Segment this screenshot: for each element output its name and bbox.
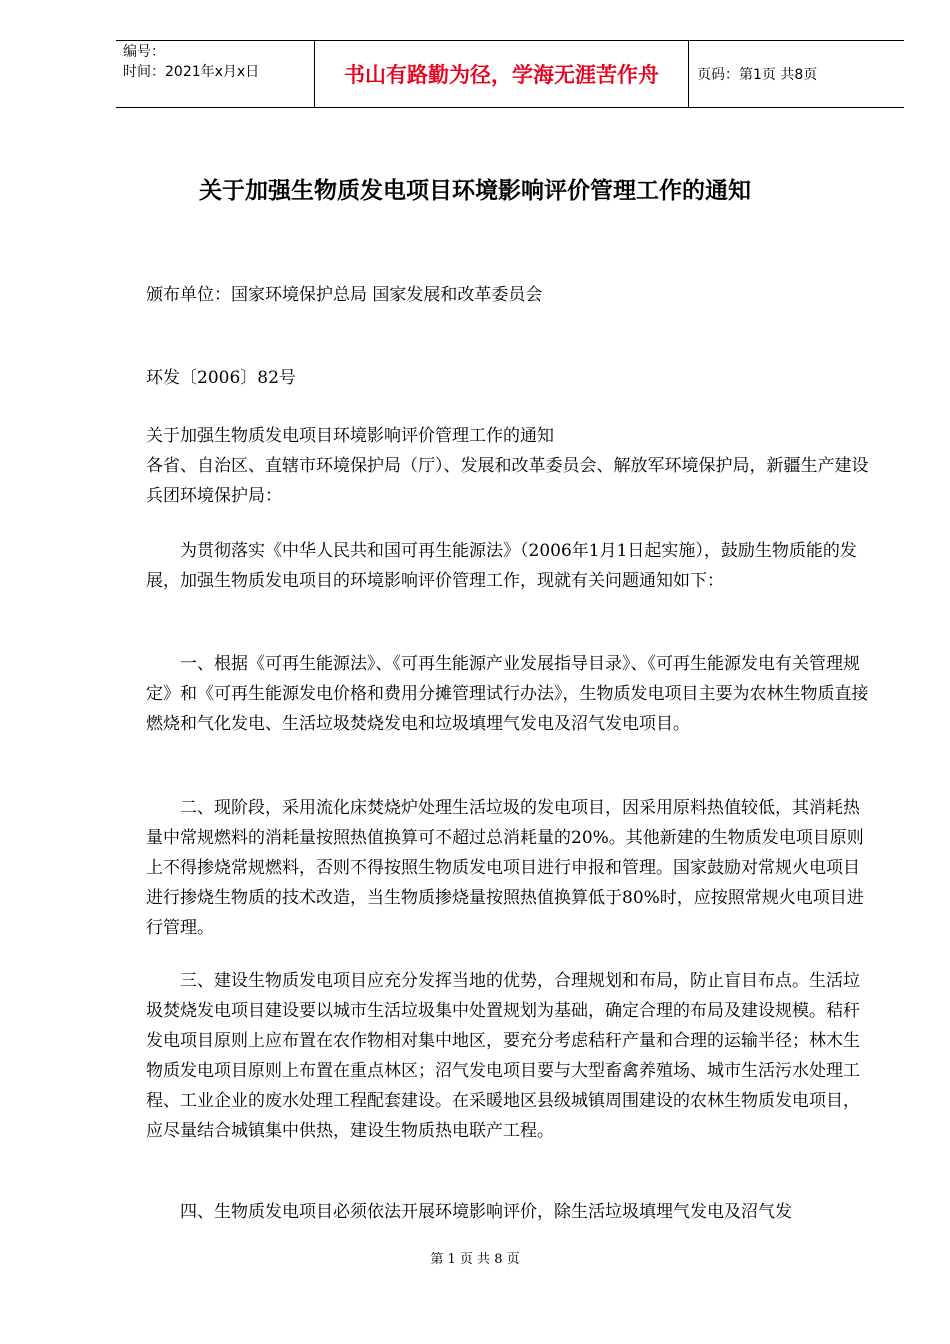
section-4 (146, 1197, 876, 1227)
document-title: 关于加强生物质发电项目环境影响评价管理工作的通知 (199, 178, 751, 204)
doc-number: 环发〔2006〕82号 (146, 368, 296, 388)
issuer: 颁布单位：国家环境保护总局 国家发展和改革委员会 (146, 285, 543, 305)
section-1 (146, 649, 876, 739)
recipients-block (146, 421, 876, 511)
paragraph-3: 三、建设生物质发电项目应充分发挥当地的优势，合理规划和布局，防止盲目布点。生活垃圾焚烧发电项目建设要以城市生活垃圾集中处置规划为基础，确定合理的布局及建设规模。秸秆发电项目原则上应布置在农作物相对集中地区，要充分考虑秸秆产量和合理的运输半径；林木生物质发电项目原则上布置在重点林区；沼气发电项目要与大型畜禽养殖场、城市生活污水处理工程、工业企业的废水处理工程配套建设。在采暖地区县级城镇周围建设的农林生物质发电项目，应尽量结合城镇集中供热，建设生物质热电联产工程。 (146, 971, 860, 1141)
intro-block (146, 536, 876, 596)
intro-paragraph: 为贯彻落实《中华人民共和国可再生能源法》（2006年1月1日起实施），鼓励生物质能的发展，加强生物质发电项目的环境影响评价管理工作，现就有关问题通知如下： (146, 541, 857, 591)
paragraph-4: 四、生物质发电项目必须依法开展环境影响评价，除生活垃圾填埋气发电及沼气发 (180, 1202, 792, 1222)
subtitle: 关于加强生物质发电项目环境影响评价管理工作的通知 (146, 426, 554, 446)
time-label: 时间：2021年x月x日 (123, 64, 260, 80)
header-meta-cell (116, 41, 315, 107)
section-2 (146, 793, 876, 943)
document-header (116, 40, 904, 108)
motto: 书山有路勤为径，学海无涯苦作舟 (315, 41, 689, 107)
number-label: 编号： (123, 44, 165, 60)
paragraph-2: 二、现阶段，采用流化床焚烧炉处理生活垃圾的发电项目，因采用原料热值较低，其消耗热量中常规燃料的消耗量按照热值换算可不超过总消耗量的20%。其他新建的生物质发电项目原则上不得掺烧常规燃料，否则不得按照生物质发电项目进行申报和管理。国家鼓励对常规火电项目进行掺烧生物质的技术改造，当生物质掺烧量按照热值换算低于80%时，应按照常规火电项目进行管理。 (146, 798, 864, 938)
page-footer: 第 1 页 共 8 页 (430, 1252, 520, 1267)
section-3 (146, 966, 876, 1146)
issuer-line (146, 280, 876, 310)
doc-number-line (146, 363, 876, 393)
page-indicator: 页码：第1页 共8页 (697, 67, 818, 83)
recipients: 各省、自治区、直辖市环境保护局（厅）、发展和改革委员会、解放军环境保护局，新疆生产建设兵团环境保护局： (146, 456, 869, 506)
paragraph-1: 一、根据《可再生能源法》、《可再生能源产业发展指导目录》、《可再生能源发电有关管理规定》和《可再生能源发电价格和费用分摊管理试行办法》，生物质发电项目主要为农林生物质直接燃烧和气化发电、生活垃圾焚烧发电和垃圾填埋气发电及沼气发电项目。 (146, 654, 869, 734)
